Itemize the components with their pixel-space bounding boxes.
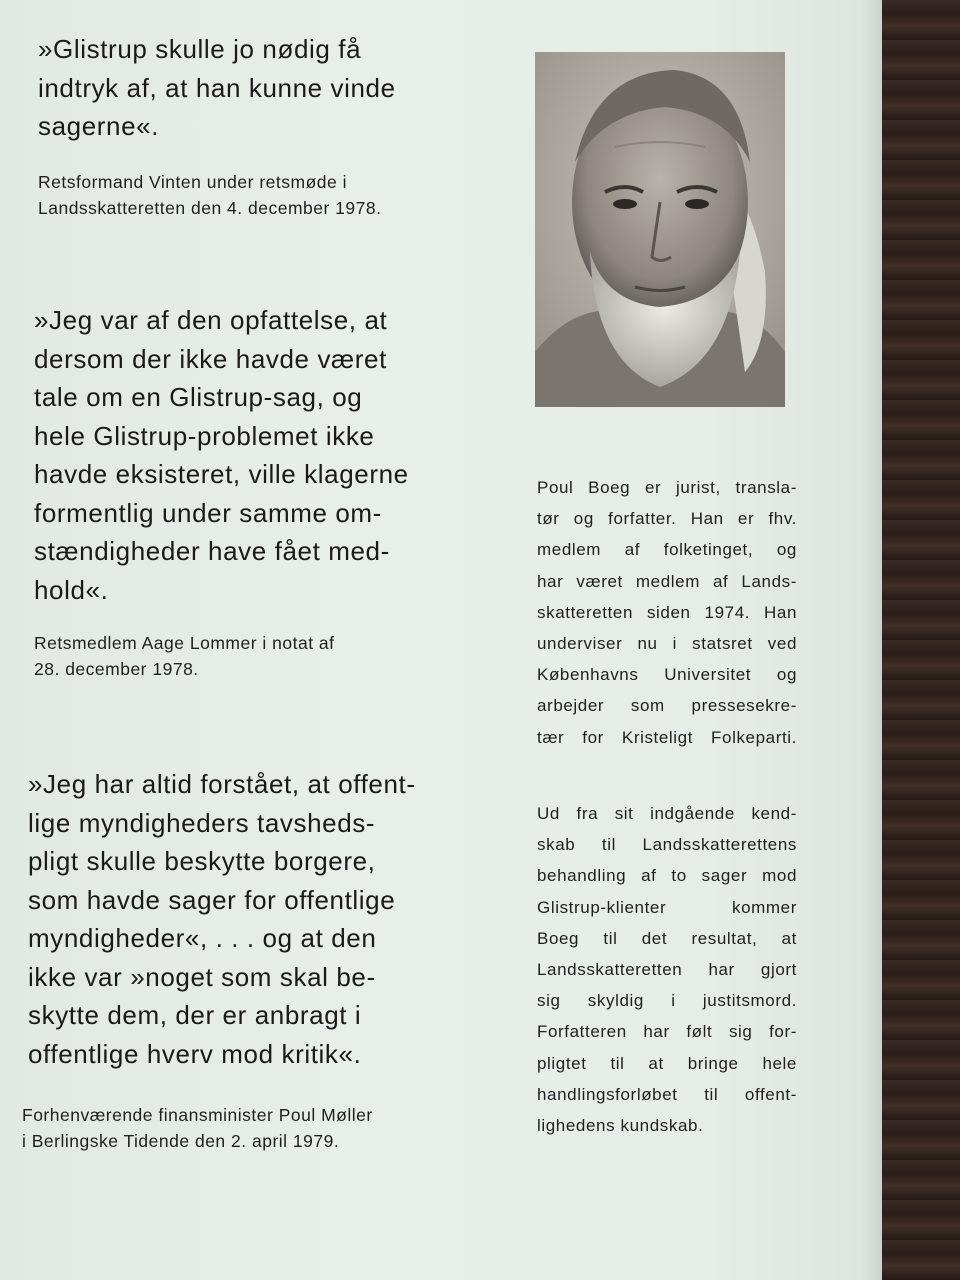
attribution-line: 28. december 1978. <box>34 658 199 679</box>
quote-3-attribution <box>22 1103 373 1154</box>
quote-line: pligt skulle beskytte borgere, <box>28 846 376 876</box>
bio-line: sig skyldig i justitsmord. <box>537 991 797 1011</box>
quote-line: havde eksisteret, ville klagerne <box>34 459 409 489</box>
author-bio-paragraph-1 <box>537 472 797 753</box>
attribution-line: Forhenværende finansminister Poul Møller <box>22 1105 373 1125</box>
bio-line: lighedens kundskab. <box>537 1116 704 1136</box>
quote-line: »Jeg har altid forstået, at offent- <box>28 769 416 799</box>
bio-line: behandling af to sager mod <box>537 866 797 886</box>
bio-line: Forfatteren har følt sig for- <box>537 1022 797 1042</box>
quote-line: stændigheder have fået med- <box>34 536 390 566</box>
bio-line: har været medlem af Lands- <box>537 571 797 591</box>
author-portrait-image <box>535 52 785 407</box>
bio-line: arbejder som pressesekre- <box>537 696 797 716</box>
bio-line: tær for Kristeligt Folkeparti. <box>537 727 797 747</box>
bio-line: tør og forfatter. Han er fhv. <box>537 509 797 529</box>
author-bio-paragraph-2 <box>537 798 797 1141</box>
quote-line: lige myndigheders tavsheds- <box>28 807 376 838</box>
quote-line: »Glistrup skulle jo nødig få <box>38 34 362 64</box>
quote-line: formentlig under samme om- <box>34 497 382 528</box>
quote-1-attribution <box>38 170 381 221</box>
quote-line: sagerne«. <box>38 111 160 141</box>
attribution-line: i Berlingske Tidende den 2. april 1979. <box>22 1130 340 1151</box>
quote-line: hele Glistrup-problemet ikke <box>34 420 375 451</box>
bio-line: handlingsforløbet til offent- <box>537 1084 797 1104</box>
quote-2 <box>34 301 409 609</box>
bio-line: Glistrup-klienter kommer <box>537 897 797 917</box>
quote-line: indtryk af, at han kunne vinde <box>38 72 396 103</box>
bio-line: pligtet til at bringe hele <box>537 1053 797 1073</box>
bio-line: Poul Boeg er jurist, transla- <box>537 478 797 497</box>
quote-line: tale om en Glistrup-sag, og <box>34 382 363 412</box>
bio-line: Ud fra sit indgående kend- <box>537 804 797 823</box>
bio-line: underviser nu i statsret ved <box>537 634 797 654</box>
page-edge-shadow <box>860 0 882 1280</box>
quote-line: myndigheder«, . . . og at den <box>28 923 377 953</box>
bio-line: medlem af folketinget, og <box>537 540 797 560</box>
quote-line: hold«. <box>34 574 109 605</box>
wooden-table-background <box>882 0 960 1280</box>
quote-2-attribution <box>34 631 335 682</box>
attribution-line: Retsformand Vinten under retsmøde i <box>38 172 347 192</box>
quote-line: dersom der ikke havde været <box>34 343 387 374</box>
bio-line: skab til Landsskatterettens <box>537 835 797 855</box>
quote-line: skytte dem, der er anbragt i <box>28 1000 362 1030</box>
quote-1 <box>38 30 396 146</box>
quote-3 <box>28 765 416 1073</box>
bio-line: Landsskatteretten har gjort <box>537 960 797 980</box>
quote-line: ikke var »noget som skal be- <box>28 961 376 992</box>
bio-line: skatteretten siden 1974. Han <box>537 602 797 622</box>
quote-line: som havde sager for offentlige <box>28 884 396 915</box>
attribution-line: Landsskatteretten den 4. december 1978. <box>38 197 382 218</box>
bio-line: Københavns Universitet og <box>537 665 797 685</box>
bio-line: Boeg til det resultat, at <box>537 928 797 948</box>
author-portrait <box>535 52 785 407</box>
attribution-line: Retsmedlem Aage Lommer i notat af <box>34 633 335 653</box>
quote-line: offentlige hverv mod kritik«. <box>28 1038 362 1069</box>
quote-line: »Jeg var af den opfattelse, at <box>34 305 388 335</box>
